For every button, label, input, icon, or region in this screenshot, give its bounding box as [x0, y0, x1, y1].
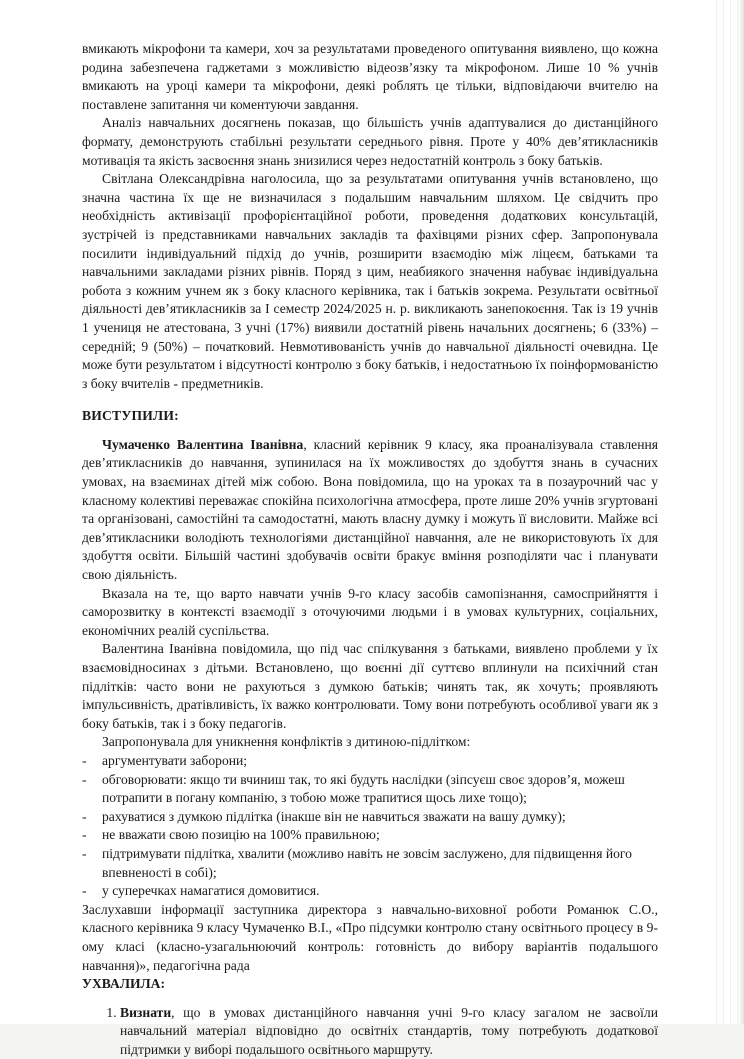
decision-text: , що в умовах дистанційного навчання учні 9-го класу загалом не засвоїли навчальний матеріал відповідно до освітніх стандартів, тому потребують додаткової підтримки у виборі подальшого освітнього маршруту. — [120, 1004, 658, 1057]
list-item: - у суперечках намагатися домовитися. — [82, 883, 320, 899]
list-item: - обговорювати: якщо ти вчиниш так, то які будуть наслідки (зіпсуєш своє здоров’я, можеш потрапити в погану компанію, з тобою може трапитися щось лихе тощо); — [82, 771, 625, 806]
paragraph-speaker — [82, 436, 658, 585]
speaker-name: Чумаченко Валентина Іванівна — [102, 436, 304, 452]
document-content — [82, 40, 658, 1059]
list-item: - не вважати свою позицію на 100% правильною; — [82, 827, 380, 843]
decision-title: Визнати — [120, 1004, 172, 1020]
page-edge-shadow — [710, 0, 744, 1024]
paragraph-survey-results: Світлана Олександрівна наголосила, що за результатами опитування учнів встановлено, що значна частина їх ще не визначилася з подальшим навчальним шляхом. Це свідчить про необхідність активізації профорієнтаційної роботи, проведення додаткових консультацій, зустрічей із представниками навчальних закладів та фахівцями різних сфер. Запропонувала посилити індивідуальний підхід до учнів, розширити взаємодію між ліцеєм, батьками та навчальними закладами різних рівнів. Поряд з цим, неабиякого значення набуває індивідуальна робота з кожним учнем як з боку класного керівника, так і батьків зокрема. Результати освітньої діяльності дев’ятикласників за І семестр 2024/2025 н. р. викликають занепокоєння. Так із 19 учнів 1 учениця не атестована, 3 учні (17%) виявили достатній рівень начальних досягнень; 6 (33%) – середній; 9 (50%) – початковий. Невмотивованість учнів до навчальної діяльності очевидна. Це може бути результатом і відсутності контролю з боку батьків, і недостатньою їх поінформованістю з боку вчителів - предметників. — [82, 171, 658, 391]
list-item: - аргументувати заборони; — [82, 752, 248, 768]
paragraph-parents: Валентина Іванівна повідомила, що під час спілкування з батьками, виявлено проблеми у їх взаємовідносинах з дітьми. Встановлено, що воєнні дії суттєво вплинули на психічний стан підлітків: часто вони не рахуються з думкою батьків; чинять так, як хочуть; проявляють імпульсивність, дратівливість, їх важко контролювати. Тому вони потребують особливої уваги як з боку батьків, так і з боку педагогів. — [82, 641, 658, 731]
heading-ukhvalyla: УХВАЛИЛА: — [82, 976, 165, 992]
list-item: - підтримувати підлітка, хвалити (можливо навіть не зовсім заслужено, для підвищення його впевненості в собі); — [82, 845, 632, 880]
heading-vystupyly: ВИСТУПИЛИ: — [82, 408, 179, 424]
paragraph-continuation: вмикають мікрофони та камери, хоч за результатами проведеного опитування виявлено, що кожна родина забезпечена гаджетами з можливістю відеозв’язку та мікрофоном. Лише 10 % учнів вмикають на уроці камери та мікрофони, деякі роблять це тільки, відповідаючи вчителю на поставлене запитання чи коментуючи завдання. — [82, 41, 658, 112]
list-item: - рахуватися з думкою підлітка (інакше він не навчиться зважати на вашу думку); — [82, 808, 566, 824]
paragraph-analysis: Аналіз навчальних досягнень показав, що більшість учнів адаптувалися до дистанційного формату, демонструють стабільні результати середнього рівня. Проте у 40% дев’ятикласників мотивація та якість засвоєння знань знизилися через недостатній контроль з боку батьків. — [82, 115, 658, 168]
tips-intro: Запропонувала для уникнення конфліктів з дитиною-підлітком: — [102, 734, 471, 750]
decision-item — [120, 1004, 658, 1059]
paragraph-heard: Заслухавши інформації заступника директора з навчально-виховної роботи Романюк С.О., класного керівника 9 класу Чумаченко В.І., «Про підсумки контролю стану освітнього процесу в 9-ому класі (класно-узагальнюючий контроль: готовність до вибору варіантів подальшого навчання)», педагогічна рада — [82, 901, 658, 973]
speaker-text: , класний керівник 9 класу, яка проаналізувала ставлення дев’ятикласників до навчання, зупинилася на їх можливостях до здобуття знань в сучасних умовах, на взаєминах дітей між собою. Вона повідомила, що на уроках та в позаурочний час у класному колективі переважає спокійна психологічна атмосфера, проте лише 20% учнів згуртовані та організовані, самостійні та самодостатні, мають власну думку і можуть її висловити. Майже всі дев’ятикласники володіють технологіями дистанційної навчання, але не використовують їх для здобуття освіти. Більшій частині здобувачів освіти бракує вміння розподіляти час і планувати свою діяльність. — [82, 436, 658, 583]
tips-list — [82, 752, 658, 901]
paragraph-self-knowledge: Вказала на те, що варто навчати учнів 9-го класу засобів самопізнання, самосприйняття і саморозвитку в контексті взаємодії з оточуючими людьми і в умовах культурних, соціальних, економічних реалій суспільства. — [82, 585, 658, 638]
decisions-list — [82, 1004, 658, 1059]
